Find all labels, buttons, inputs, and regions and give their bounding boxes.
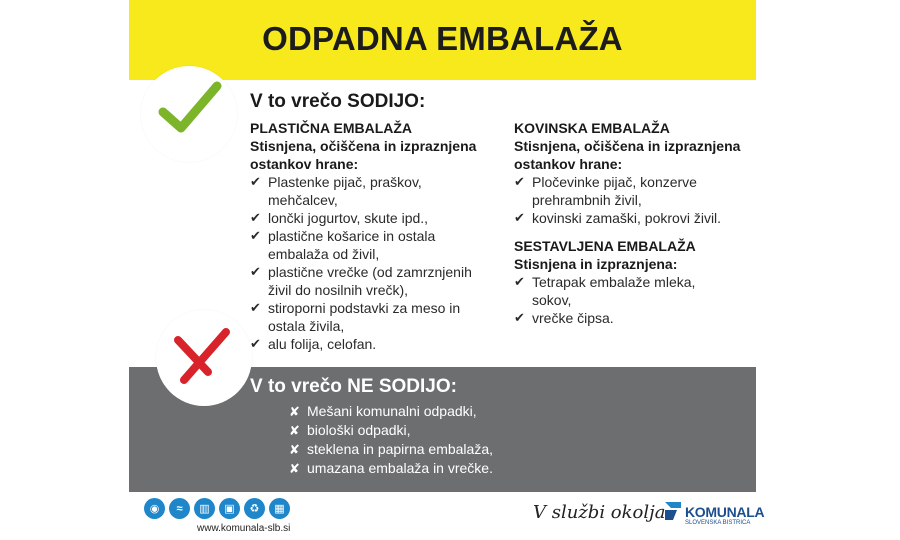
logo-name: KOMUNALA: [685, 504, 765, 520]
cross-icon: ✘: [289, 423, 300, 438]
plastic-packaging-column: [250, 119, 500, 353]
metal-subtitle-1: Stisnjena, očiščena in izpraznjena: [514, 138, 741, 154]
metal-packaging-column: [514, 119, 754, 327]
list-item: ✔ plastične vrečke (od zamrznjenih živil do nosilnih vrečk),: [250, 264, 472, 298]
wave-icon: ≈: [169, 498, 190, 519]
bin-icon: ▥: [194, 498, 215, 519]
metal-title: KOVINSKA EMBALAŽA: [514, 120, 670, 136]
check-badge: [141, 66, 237, 162]
list-item: ✔ plastične košarice in ostala embalaža od živil,: [250, 228, 436, 262]
check-icon: ✔: [250, 336, 261, 351]
spacer: [514, 227, 754, 237]
service-icons: [144, 498, 290, 519]
composite-subtitle: Stisnjena in izpraznjena:: [514, 256, 678, 272]
allowed-heading: V to vrečo SODIJO:: [250, 91, 426, 112]
list-item: ✔ Tetrapak embalaže mleka, sokov,: [514, 274, 696, 308]
check-icon: ✔: [514, 174, 525, 189]
list-item: ✔ lončki jogurtov, skute ipd.,: [250, 210, 429, 226]
metal-subtitle-2: ostankov hrane:: [514, 156, 623, 172]
list-item: ✔ kovinski zamaški, pokrovi živil.: [514, 210, 722, 226]
list-item: ✔ Plastenke pijač, praškov, mehčalcev,: [250, 174, 422, 208]
not-allowed-list: [289, 402, 493, 478]
slogan: V službi okolja: [533, 502, 666, 523]
website-link[interactable]: www.komunala-slb.si: [197, 523, 291, 534]
logo-subtitle: SLOVENSKA BISTRICA: [685, 520, 751, 526]
cross-icon: ✘: [289, 461, 300, 476]
list-item: ✔ Pločevinke pijač, konzerve prehrambnih živil,: [514, 174, 697, 208]
check-icon: ✔: [250, 300, 261, 315]
plastic-title: PLASTIČNA EMBALAŽA: [250, 120, 413, 136]
list-item: ✔ vrečke čipsa.: [514, 310, 614, 326]
list-item: ✔ stiroporni podstavki za meso in ostala živila,: [250, 300, 461, 334]
check-icon: ✔: [514, 310, 525, 325]
list-item: ✘ biološki odpadki,: [289, 422, 411, 438]
check-icon: ✔: [250, 228, 261, 243]
list-item: ✘ Mešani komunalni odpadki,: [289, 403, 477, 419]
cross-icon: ✘: [289, 404, 300, 419]
metal-list: [514, 173, 754, 227]
recycle-icon: ♻: [244, 498, 265, 519]
truck-icon: ▣: [219, 498, 240, 519]
check-icon: ✔: [514, 210, 525, 225]
x-badge: [156, 310, 252, 406]
red-x-icon: [156, 310, 252, 406]
check-icon: ✔: [250, 174, 261, 189]
cross-icon: ✘: [289, 442, 300, 457]
page-title: ODPADNA EMBALAŽA: [262, 20, 623, 57]
check-icon: ✔: [250, 210, 261, 225]
plastic-subtitle-1: Stisnjena, očiščena in izpraznjena: [250, 138, 477, 154]
check-icon: ✔: [250, 264, 261, 279]
water-drop-icon: ◉: [144, 498, 165, 519]
plastic-list: [250, 173, 500, 353]
logo-mark-icon: [663, 500, 683, 522]
building-icon: ▦: [269, 498, 290, 519]
list-item: ✘ steklena in papirna embalaža,: [289, 441, 494, 457]
not-allowed-heading: V to vrečo NE SODIJO:: [250, 376, 457, 397]
check-icon: ✔: [514, 274, 525, 289]
composite-list: [514, 273, 754, 327]
footer: [129, 492, 765, 540]
flyer-card: [129, 0, 765, 540]
composite-title: SESTAVLJENA EMBALAŽA: [514, 238, 696, 254]
plastic-subtitle-2: ostankov hrane:: [250, 156, 359, 172]
list-item: ✘ umazana embalaža in vrečke.: [289, 460, 493, 476]
green-check-icon: [141, 66, 237, 162]
list-item: ✔ alu folija, celofan.: [250, 336, 377, 352]
komunala-logo: [663, 500, 765, 536]
